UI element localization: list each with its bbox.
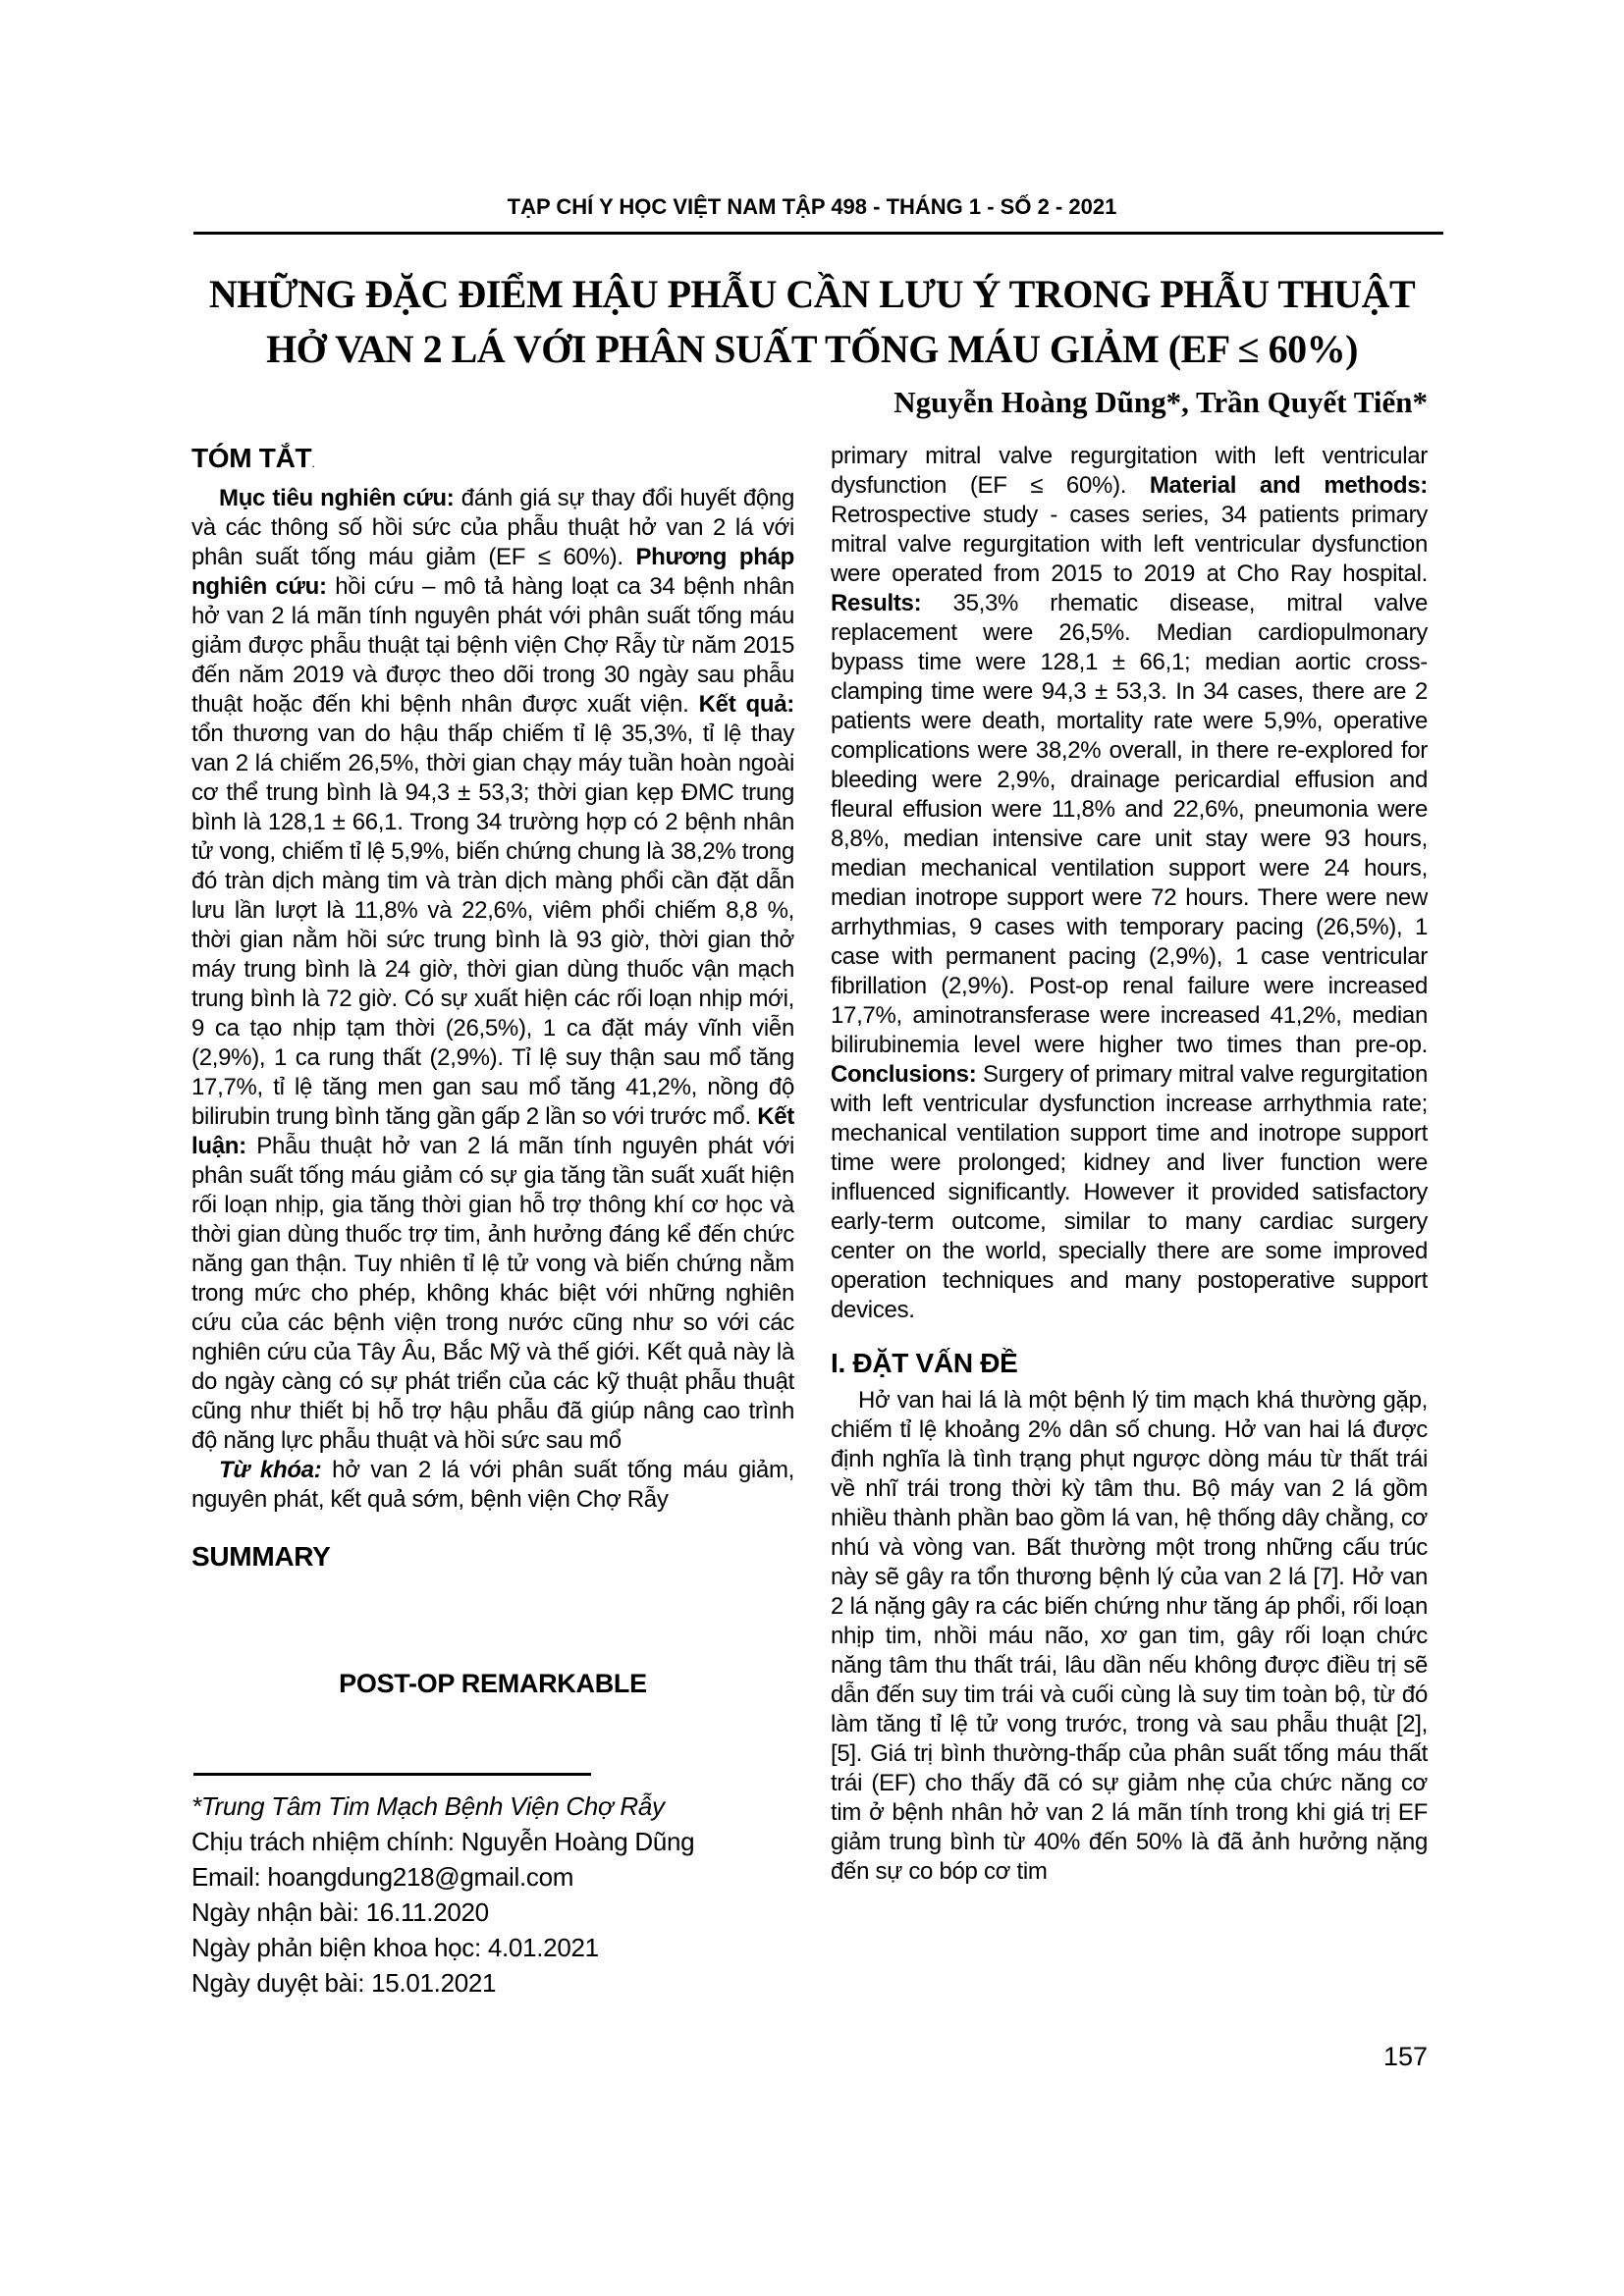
footnote-date-accepted: Ngày duyệt bài: 15.01.2021 [191, 1968, 497, 1998]
text-run: Phẫu thuật hở van 2 lá mãn tính nguyên phát với phân suất tống máu giảm có sự gia tăng tần suất xuất hiện rối loạn nhịp, gia tăng thời gian hỗ trợ thông khí cơ học và thời gian dùng thuốc trợ tim, ảnh hưởng đáng kể đến chức năng gan thận. Tuy nhiên tỉ lệ tử vong và biến chứng nằm trong mức cho phép, không khác biệt với những nghiên cứu của các bệnh viện trong nước cũng như so với các nghiên cứu của Tây Âu, Bắc Mỹ và thế giới. Kết quả này là do ngày càng có sự phát triển của các kỹ thuật phẫu thuật cũng như thiết bị hỗ trợ hậu phẫu đã giúp nâng cao trình độ năng lực phẫu thuật và hồi sức sau mổ [191, 1133, 794, 1454]
text-run: Conclusions: [831, 1061, 983, 1088]
footnote [191, 1789, 794, 2001]
text-run: primary mitral valve regurgitation with left ventricular dysfunction (EF ≤ 60%). [831, 443, 1428, 499]
abstract-vi-heading-dot: . [311, 455, 315, 470]
text-run: hở van 2 lá với phân suất tống máu giảm, nguyên phát, kết quả sớm, bệnh viện Chợ Rẫy [191, 1457, 794, 1513]
journal-header: TẠP CHÍ Y HỌC VIỆT NAM TẬP 498 - THÁNG 1 - SỐ 2 - 2021 [507, 194, 1117, 219]
text-run: Kết quả: [698, 691, 794, 718]
authors-line: Nguyễn Hoàng Dũng*, Trần Quyết Tiến* [893, 385, 1428, 419]
article-title-line-1: NHỮNG ĐẶC ĐIỂM HẬU PHẪU CẦN LƯU Ý TRONG PHẪU THUẬT [208, 272, 1416, 316]
text-run: Retrospective study - cases series, 34 patients primary mitral valve regurgitation with left ventricular dysfunction were operated from 2015 to 2019 at Cho Ray hospital. [831, 502, 1428, 587]
text-run: Phương pháp nghiên cứu: [191, 544, 794, 600]
summary-title-line-1: POST-OP REMARKABLE [339, 1669, 647, 1698]
left-column [191, 442, 794, 1762]
text-run: đánh giá sự thay đổi huyết động và các thông số hồi sức của phẫu thuật hở van 2 lá với phân suất tống máu giảm (EF ≤ 60%). [191, 485, 794, 570]
article-title [98, 267, 1526, 377]
text-run: 35,3% rhematic disease, mitral valve replacement were 26,5%. Median cardiopulmonary bypass time were 128,1 ± 66,1; median aortic cross-clamping time were 94,3 ± 53,3. In 34 cases, there are 2 patients were death, mortality rate were 5,9%, operative complications were 38,2% overall, in there re-explored for bleeding were 2,9%, drainage pericardial effusion and fleural effusion were 11,8% and 22,6%, pneumonia were 8,8%, median intensive care unit stay were 93 hours, median mechanical ventilation support were 24 hours, median inotrope support were 72 hours. There were new arrhythmias, 9 cases with temporary pacing (26,5%), 1 case with permanent pacing (2,9%), 1 case ventricular fibrillation (2,9%). Post-op renal failure were increased 17,7%, aminotransferase were increased 41,2%, median bilirubinemia level were higher two times than pre-op. [831, 590, 1428, 1058]
summary-title [191, 1585, 794, 1762]
abstract-vi-body [191, 484, 794, 1456]
text-run: Kết luận: [191, 1103, 794, 1159]
right-column [831, 442, 1428, 1993]
text-run: Từ khóa: [219, 1457, 333, 1483]
text-run: tổn thương van do hậu thấp chiếm tỉ lệ 35,3%, tỉ lệ thay van 2 lá chiếm 26,5%, thời gian chạy máy tuần hoàn ngoài cơ thể trung bình là 94,3 ± 53,3; thời gian kẹp ĐMC trung bình là 128,1 ± 66,1. Trong 34 trường hợp có 2 bệnh nhân tử vong, chiếm tỉ lệ 5,9%, biến chứng chung là 38,2% trong đó tràn dịch màng tim và tràn dịch màng phổi cần đặt dẫn lưu lần lượt là 11,8% và 22,6%, viêm phổi chiếm 8,8 %, thời gian nằm hồi sức trung bình là 93 giờ, thời gian thở máy trung bình là 24 giờ, thời gian dùng thuốc vận mạch trung bình là 72 giờ. Có sự xuất hiện các rối loạn nhịp mới, 9 ca tạo nhịp tạm thời (26,5%), 1 ca đặt máy vĩnh viễn (2,9%), 1 ca rung thất (2,9%). Tỉ lệ suy thận sau mổ tăng 17,7%, tỉ lệ tăng men gan sau mổ tăng 41,2%, nồng độ bilirubin trung bình tăng gần gấp 2 lần so với trước mổ. [191, 721, 794, 1130]
footnote-affiliation: *Trung Tâm Tim Mạch Bệnh Viện Chợ Rẫy [191, 1791, 665, 1821]
footnote-date-reviewed: Ngày phản biện khoa học: 4.01.2021 [191, 1933, 599, 1962]
text-run: hồi cứu – mô tả hàng loạt ca 34 bệnh nhân hở van 2 lá mãn tính nguyên phát với phân suất tống máu giảm được phẫu thuật tại bệnh viện Chợ Rẫy từ năm 2015 đến năm 2019 và được theo dõi trong 30 ngày sau phẫu thuật hoặc đến khi bệnh nhân được xuất viện. [191, 573, 794, 718]
footnote-date-received: Ngày nhận bài: 16.11.2020 [191, 1897, 489, 1927]
text-run: Results: [831, 590, 953, 616]
abstract-en-paragraph [831, 442, 1428, 1325]
abstract-vi-heading [191, 442, 794, 480]
page-number: 157 [1382, 2042, 1428, 2071]
abstract-vi-keywords [191, 1456, 794, 1515]
text-run: Surgery of primary mitral valve regurgitation with left ventricular dysfunction increase arrhythmia rate; mechanical ventilation support time and inotrope support time were prolonged; kidney and liver function were influenced significantly. However it provided satisfactory early-term outcome, similar to many cardiac surgery center on the world, specially there are some improved operation techniques and many postoperative support devices. [831, 1061, 1428, 1323]
footnote-email: Email: hoangdung218@gmail.com [191, 1862, 574, 1892]
footnote-responsible-author: Chịu trách nhiệm chính: Nguyễn Hoàng Dũng [191, 1827, 695, 1856]
header-rule [193, 232, 1443, 235]
abstract-vi-heading-text: TÓM TẮT [191, 443, 312, 473]
section-1-heading: I. ĐẶT VẤN ĐỀ [831, 1348, 1018, 1378]
footnote-separator [193, 1773, 591, 1776]
section-1-paragraph: Hở van hai lá là một bệnh lý tim mạch khá thường gặp, chiếm tỉ lệ khoảng 2% dân số chung. Hở van hai lá được định nghĩa là tình trạng phụt ngược dòng máu từ thất trái về nhĩ trái trong thời kỳ tâm thu. Bộ máy van 2 lá gồm nhiều thành phần bao gồm lá van, hệ thống dây chằng, cơ nhú và vòng van. Bất thường một trong những cấu trúc này sẽ gây ra tổn thương bệnh lý của van 2 lá [7]. Hở van 2 lá nặng gây ra các biến chứng như tăng áp phổi, rối loạn nhịp tim, nhồi máu não, xơ gan tim, gây rối loạn chức năng tâm thu thất trái, lâu dần nếu không được điều trị sẽ dẫn đến suy tim trái và cuối cùng là suy tim toàn bộ, từ đó làm tăng tỉ lệ tử vong trước, trong và sau phẫu thuật [2], [5]. Giá trị bình thường-thấp của phân suất tống máu thất trái (EF) cho thấy đã có sự giảm nhẹ của chức năng cơ tim ở bệnh nhân hở van 2 lá mãn tính trong khi giá trị EF giảm trung bình từ 40% đến 50% là đã ảnh hưởng nặng đến sự co bóp cơ tim [831, 1387, 1428, 1885]
article-title-line-2: HỞ VAN 2 LÁ VỚI PHÂN SUẤT TỐNG MÁU GIẢM (EF ≤ 60%) [266, 327, 1358, 371]
text-run: Mục tiêu nghiên cứu: [219, 485, 461, 511]
summary-heading: SUMMARY [191, 1541, 331, 1572]
text-run: Material and methods: [1149, 472, 1428, 499]
